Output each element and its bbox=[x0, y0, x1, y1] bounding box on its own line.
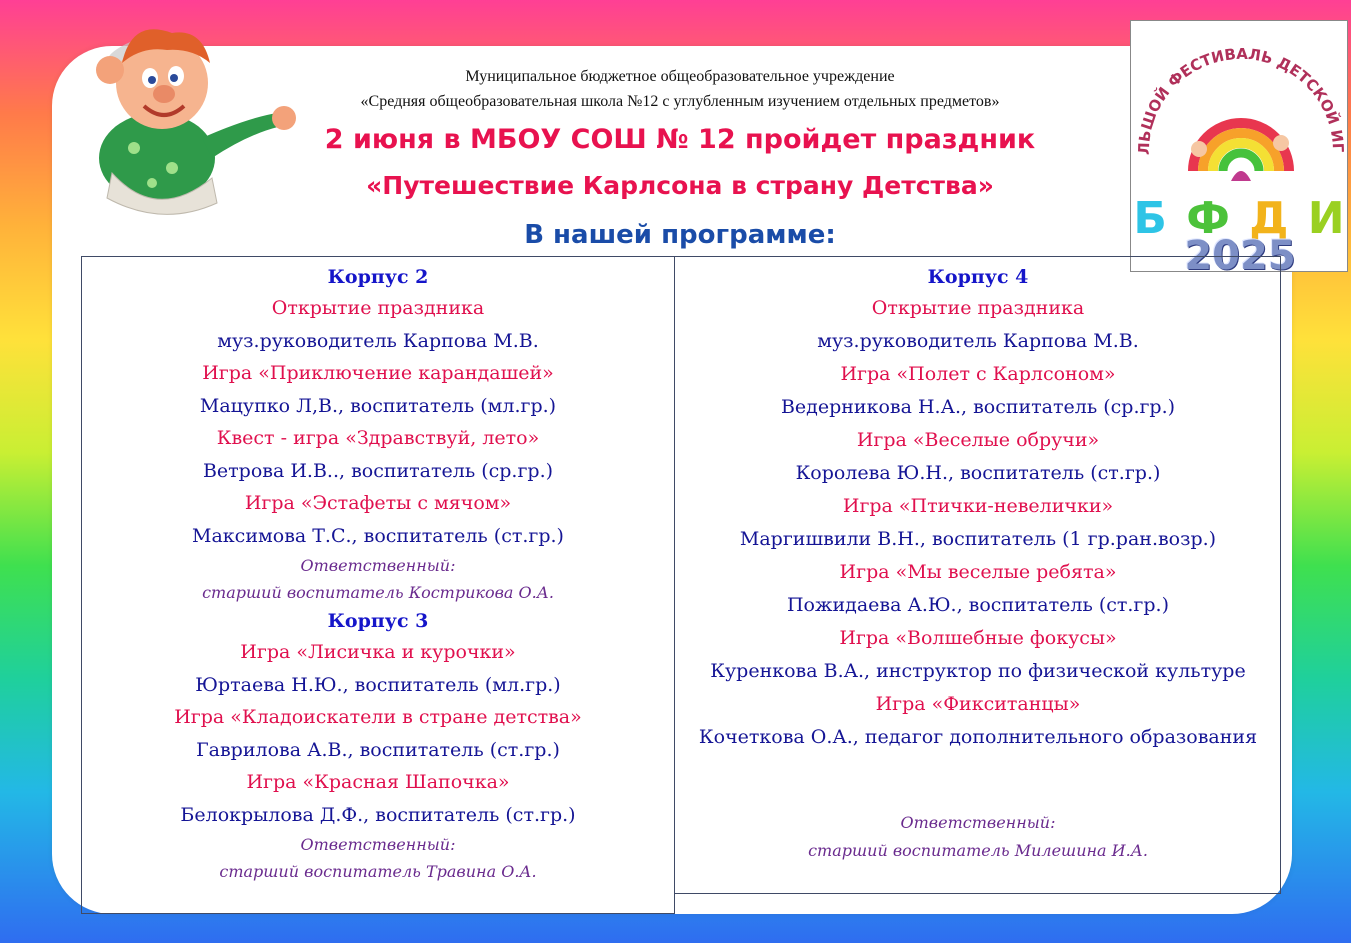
program-event: Игра «Кладоискатели в стране детства» bbox=[174, 706, 582, 728]
program-person: Ветрова И.В.., воспитатель (ср.гр.) bbox=[202, 460, 554, 482]
program-heading: В нашей программе: bbox=[524, 220, 836, 250]
logo-arc-text: ЛЬШОЙ ФЕСТИВАЛЬ ДЕТСКОЙ ИГ bbox=[1134, 44, 1348, 156]
program-resp: Ответственный: bbox=[900, 813, 1056, 832]
program-event: Квест - игра «Здравствуй, лето» bbox=[216, 427, 540, 449]
program-corpus: Корпус 2 bbox=[327, 266, 429, 288]
program-event: Игра «Волшебные фокусы» bbox=[839, 627, 1117, 649]
program-person: Мацупко Л,В., воспитатель (мл.гр.) bbox=[199, 395, 557, 417]
program-person: Королева Ю.Н., воспитатель (ст.гр.) bbox=[795, 462, 1161, 484]
program-person: муз.руководитель Карпова М.В. bbox=[817, 330, 1139, 352]
program-corpus: Корпус 4 bbox=[927, 266, 1029, 288]
program-resp: старший воспитатель Кострикова О.А. bbox=[202, 583, 554, 602]
program-resp: Ответственный: bbox=[300, 835, 456, 854]
program-resp: Ответственный: bbox=[300, 556, 456, 575]
event-title: 2 июня в МБОУ СОШ № 12 пройдет праздник bbox=[324, 124, 1036, 155]
logo-letter: Ф bbox=[1186, 193, 1232, 244]
program-person: Максимова Т.С., воспитатель (ст.гр.) bbox=[192, 525, 564, 547]
program-person: Кочеткова О.А., педагог дополнительного образования bbox=[698, 726, 1258, 748]
program-event: Открытие праздника bbox=[871, 297, 1085, 319]
program-person: Пожидаева А.Ю., воспитатель (ст.гр.) bbox=[786, 594, 1170, 616]
program-event: Игра «Птички-невелички» bbox=[842, 495, 1114, 517]
left-program-column bbox=[81, 262, 675, 885]
program-person: Юртаева Н.Ю., воспитатель (мл.гр.) bbox=[195, 674, 561, 696]
program-event: Открытие праздника bbox=[271, 297, 485, 319]
logo-letter: И bbox=[1307, 193, 1347, 244]
program-event: Игра «Лисичка и курочки» bbox=[240, 641, 516, 663]
program-person: Куренкова В.А., инструктор по физической культуре bbox=[710, 660, 1246, 682]
program-person: муз.руководитель Карпова М.В. bbox=[217, 330, 539, 352]
program-event: Игра «Полет с Карлсоном» bbox=[840, 363, 1116, 385]
program-event: Игра «Красная Шапочка» bbox=[246, 771, 510, 793]
program-person: Маргишвили В.Н., воспитатель (1 гр.ран.возр.) bbox=[739, 528, 1217, 550]
event-name: «Путешествие Карлсона в страну Детства» bbox=[366, 171, 994, 200]
school-type: Муниципальное бюджетное общеобразовательное учреждение bbox=[465, 68, 895, 85]
logo-letter: Б bbox=[1133, 193, 1169, 244]
rainbow-icon bbox=[1131, 21, 1349, 193]
program-corpus: Корпус 3 bbox=[327, 610, 429, 632]
festival-logo bbox=[1130, 20, 1348, 279]
program-person: Гаврилова А.В., воспитатель (ст.гр.) bbox=[196, 739, 560, 761]
school-name: «Средняя общеобразовательная школа №12 с углубленным изучением отдельных предметов» bbox=[360, 93, 1000, 110]
logo-year: 2025 bbox=[1184, 233, 1296, 279]
logo-letter: Д bbox=[1249, 193, 1291, 244]
program-event: Игра «Фикситанцы» bbox=[875, 693, 1081, 715]
program-person: Белокрылова Д.Ф., воспитатель (ст.гр.) bbox=[180, 804, 576, 826]
program-resp: старший воспитатель Милешина И.А. bbox=[808, 841, 1148, 860]
program-event: Игра «Мы веселые ребята» bbox=[839, 561, 1117, 583]
program-person: Ведерникова Н.А., воспитатель (ср.гр.) bbox=[780, 396, 1176, 418]
program-event: Игра «Эстафеты с мячом» bbox=[244, 492, 512, 514]
program-event: Игра «Веселые обручи» bbox=[856, 429, 1100, 451]
program-event: Игра «Приключение карандашей» bbox=[202, 362, 554, 384]
right-program-column bbox=[676, 262, 1280, 865]
program-resp: старший воспитатель Травина О.А. bbox=[219, 862, 537, 881]
